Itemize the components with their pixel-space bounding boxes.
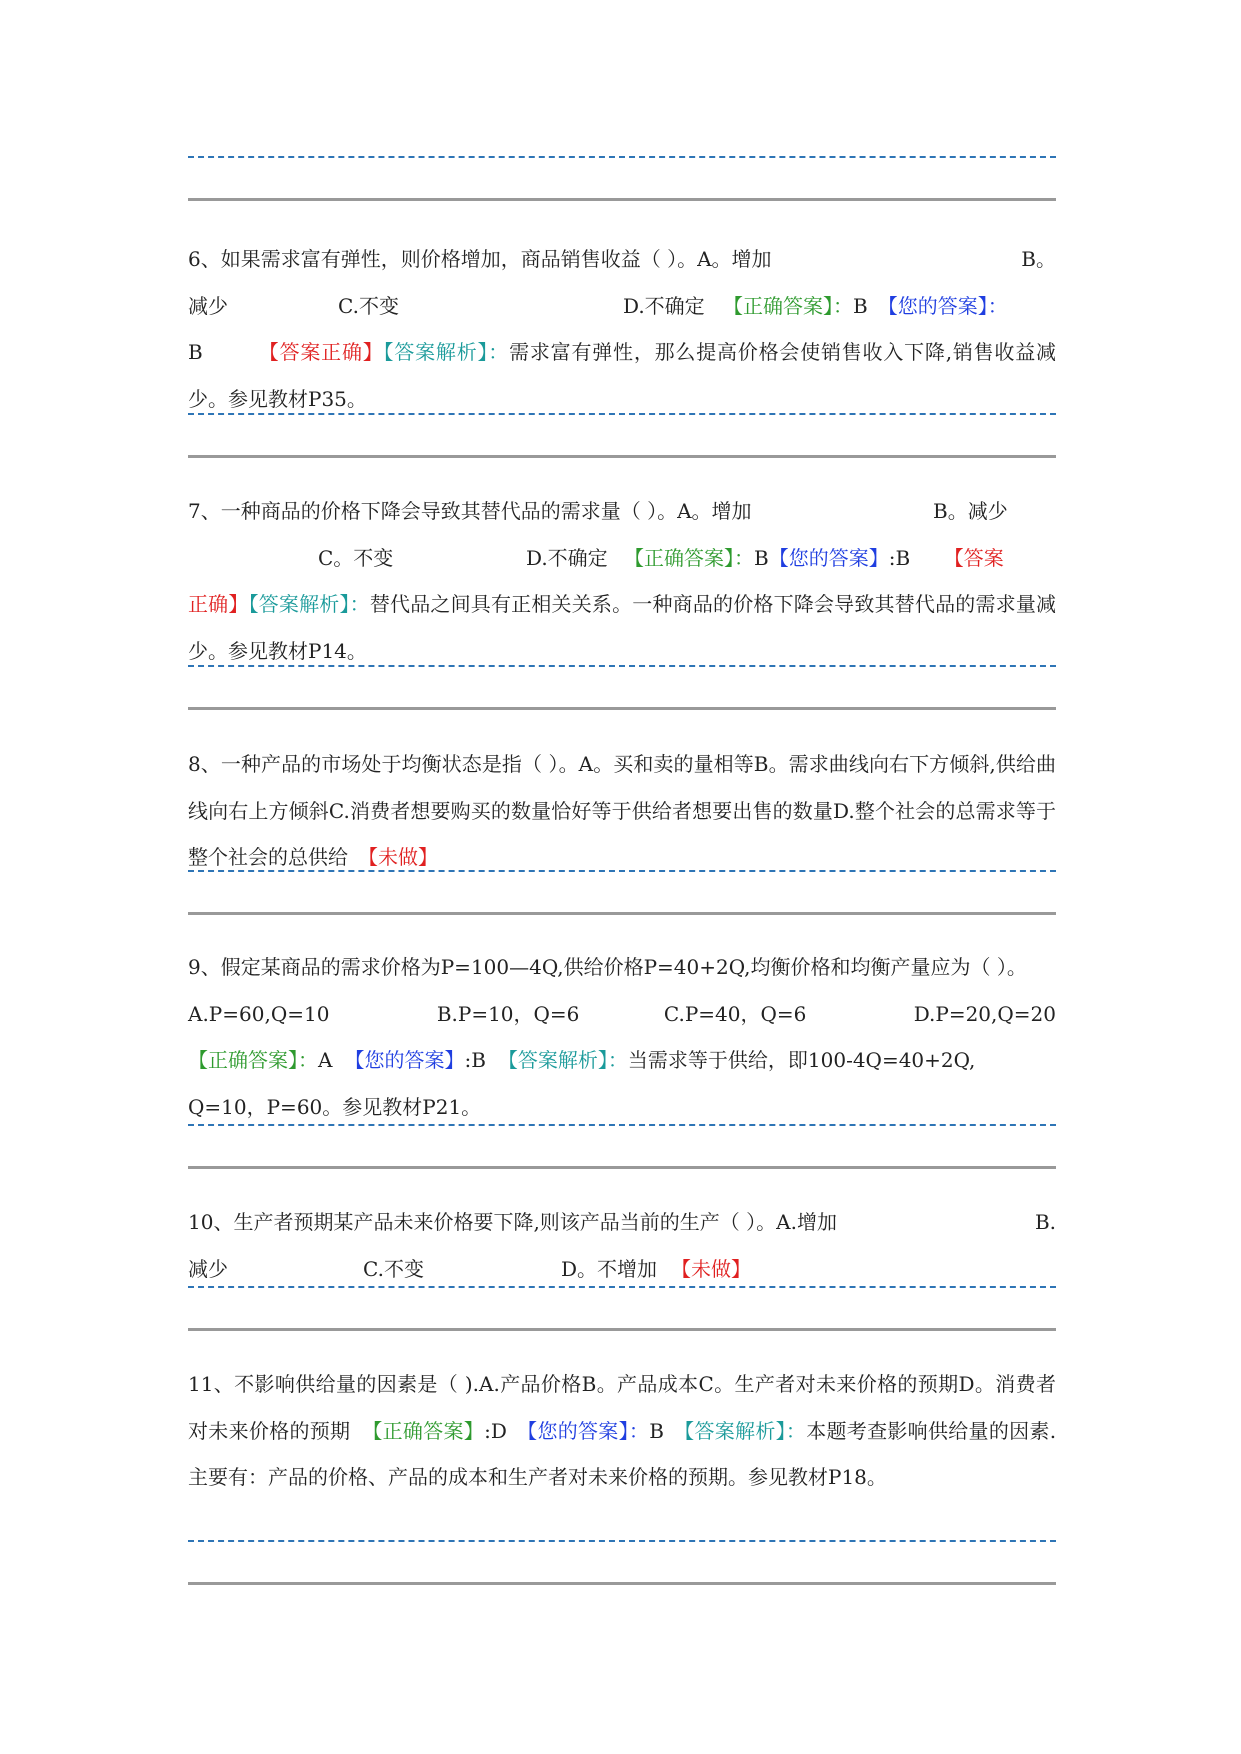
your-answer-label: 【您的答案】: [344, 1048, 465, 1072]
dashed-divider: [188, 665, 1056, 667]
question-7: [188, 488, 1056, 674]
analysis-text: 本题考查影响供给量的因素.主要有：产品的价格、产品的成本和生产者对未来价格的预期。参见教材P18。: [188, 1418, 1057, 1489]
question-8: [188, 741, 1056, 881]
dashed-divider: [188, 870, 1056, 872]
solid-divider: [188, 455, 1056, 458]
question-7-option-c: C。不变: [318, 545, 394, 570]
question-9-option-a: A.P=60,Q=10: [188, 1001, 330, 1026]
correct-answer-label: 【正确答案】：: [624, 545, 754, 570]
your-answer-label: 【您的答案】: [768, 545, 889, 570]
answer-status-cont: 正确】: [188, 592, 249, 616]
your-answer-label: 【您的答案】：: [516, 1418, 650, 1443]
dashed-divider: [188, 1286, 1056, 1288]
dashed-divider: [188, 156, 1056, 158]
question-10-option-b-text: 减少: [188, 1256, 228, 1281]
correct-answer-value: B: [754, 545, 769, 570]
question-9-option-d: D.P=20,Q=20: [913, 1001, 1056, 1026]
solid-divider: [188, 912, 1056, 915]
analysis-label: 【答案解析】：: [248, 592, 370, 616]
dashed-divider: [188, 1124, 1056, 1126]
answer-status: 【答案: [943, 545, 1004, 570]
correct-answer-value: B: [853, 293, 868, 318]
question-9-option-b: B.P=10，Q=6: [436, 1001, 580, 1026]
solid-divider: [188, 1582, 1056, 1585]
correct-answer-value: :D: [484, 1418, 507, 1443]
question-10: [188, 1199, 1056, 1292]
solid-divider: [188, 1166, 1056, 1169]
answer-status: 【答案正确】: [258, 340, 384, 364]
question-6-option-d: D.不确定: [623, 293, 705, 318]
question-6-stem: 6、如果需求富有弹性，则价格增加，商品销售收益（ ）。A。增加: [188, 247, 772, 271]
analysis-label: 【答案解析】：: [383, 340, 510, 364]
your-answer-label: 【您的答案】：: [877, 293, 1008, 318]
question-10-option-c: C.不变: [363, 1256, 424, 1281]
question-7-stem: 7、一种商品的价格下降会导致其替代品的需求量（ ）。A。增加: [188, 499, 752, 523]
your-answer-value: :B: [464, 1048, 486, 1072]
solid-divider: [188, 198, 1056, 201]
analysis-text: 需求富有弹性，那么提高价格会使销售收入下降,销售收益减少。参见教材P35。: [188, 340, 1057, 411]
question-7-option-d: D.不确定: [526, 545, 608, 570]
question-6-option-b-text: 减少: [188, 293, 228, 318]
question-6-option-c: C.不变: [338, 293, 399, 318]
correct-answer-label: 【正确答案】：: [188, 1048, 318, 1072]
correct-answer-label: 【正确答案】：: [723, 293, 853, 318]
question-11-stem: 11、不影响供给量的因素是（ ).A.产品价格B。产品成本C。生产者对未来价格的预期D。消费者对未来价格的预期: [188, 1372, 1056, 1443]
question-6: [188, 236, 1056, 422]
question-8-text: 8、一种产品的市场处于均衡状态是指（ ）。A。买和卖的量相等B。需求曲线向右下方倾斜,供给曲线向右上方倾斜C.消费者想要购买的数量恰好等于供给者想要出售的数量D.整个社会的总需求等于整个社会的总供给: [188, 752, 1056, 869]
answer-status: 【未做】: [358, 845, 438, 869]
analysis-label: 【答案解析】：: [497, 1048, 628, 1072]
solid-divider: [188, 1328, 1056, 1331]
analysis-label: 【答案解析】：: [673, 1418, 807, 1443]
question-7-option-b: B。减少: [933, 499, 1008, 523]
analysis-text: 当需求等于供给，即100-4Q=40+2Q,: [627, 1048, 976, 1072]
question-10-option-b: B.: [1034, 1210, 1056, 1234]
correct-answer-label: 【正确答案】: [362, 1418, 485, 1443]
question-10-stem: 10、生产者预期某产品未来价格要下降,则该产品当前的生产（ ）。A.增加: [188, 1210, 837, 1234]
your-answer-value: B: [649, 1418, 664, 1443]
your-answer-value: B: [188, 340, 203, 364]
your-answer-value: :B: [888, 545, 911, 570]
correct-answer-value: A: [318, 1048, 333, 1072]
question-9-stem: 9、假定某商品的需求价格为P=100—4Q,供给价格P=40+2Q,均衡价格和均衡产量应为（ ）。: [188, 955, 1027, 979]
analysis-text-cont: Q=10，P=60。参见教材P21。: [188, 1094, 482, 1119]
question-9: [188, 944, 1056, 1130]
question-10-option-d: D。不增加: [561, 1256, 658, 1281]
question-6-option-b: B。: [1021, 247, 1056, 271]
answer-status: 【未做】: [671, 1256, 751, 1281]
question-9-option-c: C.P=40，Q=6: [663, 1001, 807, 1026]
indent-spacer: [188, 535, 318, 582]
question-11: [188, 1361, 1056, 1501]
analysis-text: 替代品之间具有正相关关系。一种商品的价格下降会导致其替代品的需求量减少。参见教材P14。: [188, 592, 1057, 663]
dashed-divider: [188, 1540, 1056, 1542]
solid-divider: [188, 707, 1056, 710]
dashed-divider: [188, 413, 1056, 415]
